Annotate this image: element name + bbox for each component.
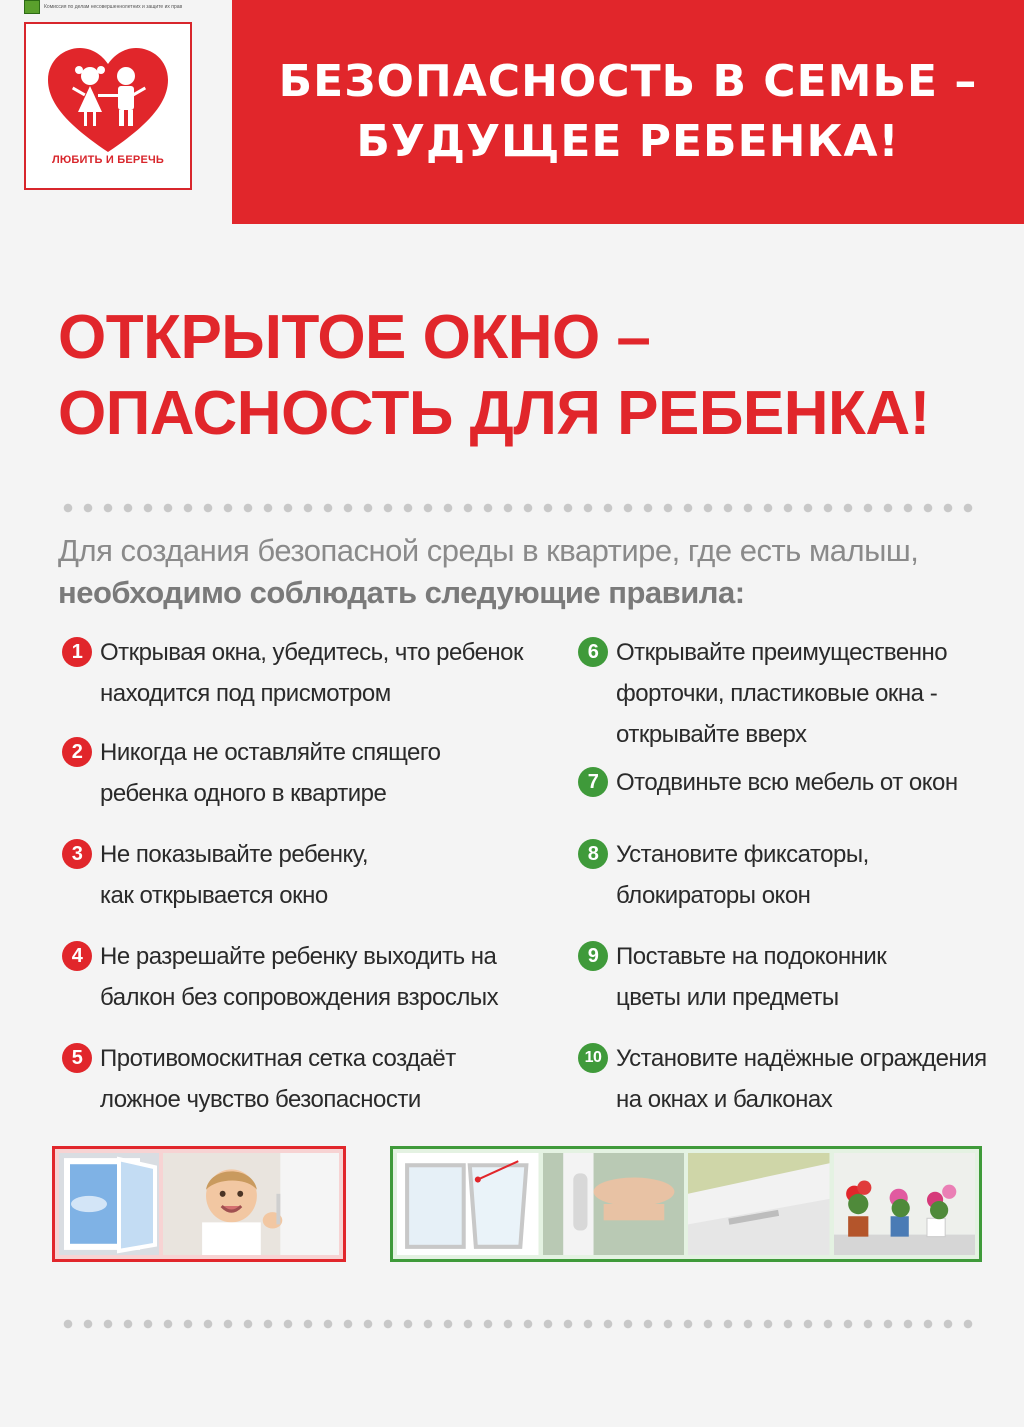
rule-number-badge: 2 <box>62 737 92 767</box>
headline-line-2: ОПАСНОСТЬ ДЛЯ РЕБЕНКА! <box>58 379 930 448</box>
rule-text: Противомоскитная сетка создаёт ложное чувство безопасности <box>100 1045 456 1113</box>
rule-item-10 <box>578 1038 1016 1120</box>
organization-strip <box>24 0 224 14</box>
rule-item-7 <box>578 762 1016 803</box>
rule-number-badge: 5 <box>62 1043 92 1073</box>
rule-number-badge: 1 <box>62 637 92 667</box>
intro-line-1: Для создания безопасной среды в квартире, где есть малыш, <box>58 533 919 568</box>
main-headline <box>58 300 998 452</box>
rule-text: Не показывайте ребенку, как открывается окно <box>100 841 369 909</box>
rule-item-1 <box>62 632 540 714</box>
rule-text: Поставьте на подоконник цветы или предметы <box>616 943 887 1011</box>
banner-line-1: БЕЗОПАСНОСТЬ В СЕМЬЕ – <box>278 56 978 107</box>
danger-photo-strip <box>52 1146 346 1262</box>
window-handle-lock-photo <box>543 1153 685 1255</box>
rule-text: Открывайте преимущественно форточки, пластиковые окна - открывайте вверх <box>616 639 948 748</box>
rule-text: Не разрешайте ребенку выходить на балкон без сопровождения взрослых <box>100 943 499 1011</box>
rule-item-4 <box>62 936 540 1018</box>
logo-caption: ЛЮБИТЬ И БЕРЕЧЬ <box>51 154 165 166</box>
rule-item-8 <box>578 834 916 916</box>
open-window-photo <box>59 1153 159 1255</box>
rule-item-6 <box>578 632 986 755</box>
intro-text <box>58 530 998 614</box>
banner-line-2: БУДУЩЕЕ РЕБЕНКА! <box>356 116 900 167</box>
rule-number-badge: 3 <box>62 839 92 869</box>
rule-text: Никогда не оставляйте спящего ребенка одного в квартире <box>100 739 441 807</box>
baby-at-window-photo <box>163 1153 339 1255</box>
rule-item-3 <box>62 834 400 916</box>
headline-line-1: ОТКРЫТОЕ ОКНО – <box>58 303 651 372</box>
logo <box>24 22 192 190</box>
rule-text: Отодвиньте всю мебель от окон <box>616 769 958 796</box>
tilt-window-diagram <box>397 1153 539 1255</box>
dotted-divider-top <box>58 502 978 514</box>
rule-text: Установите фиксаторы, блокираторы окон <box>616 841 869 909</box>
intro-line-2: необходимо соблюдать следующие правила: <box>58 575 745 610</box>
flowers-on-sill-photo <box>834 1153 976 1255</box>
window-limiter-photo <box>688 1153 830 1255</box>
rule-text: Установите надёжные ограждения на окнах и балконах <box>616 1045 987 1113</box>
rule-number-badge: 10 <box>578 1043 608 1073</box>
rule-number-badge: 9 <box>578 941 608 971</box>
rule-item-5 <box>62 1038 540 1120</box>
rule-text: Открывая окна, убедитесь, что ребенок находится под присмотром <box>100 639 524 707</box>
rule-number-badge: 6 <box>578 637 608 667</box>
rule-number-badge: 4 <box>62 941 92 971</box>
emblem-icon <box>24 0 40 14</box>
rule-item-9 <box>578 936 936 1018</box>
safe-photo-strip <box>390 1146 982 1262</box>
top-banner <box>232 0 1024 224</box>
dotted-divider-bottom <box>58 1318 978 1330</box>
organization-text: Комиссия по делам несовершеннолетних и защите их прав <box>44 3 183 10</box>
rule-number-badge: 7 <box>578 767 608 797</box>
rule-item-2 <box>62 732 480 814</box>
rule-number-badge: 8 <box>578 839 608 869</box>
